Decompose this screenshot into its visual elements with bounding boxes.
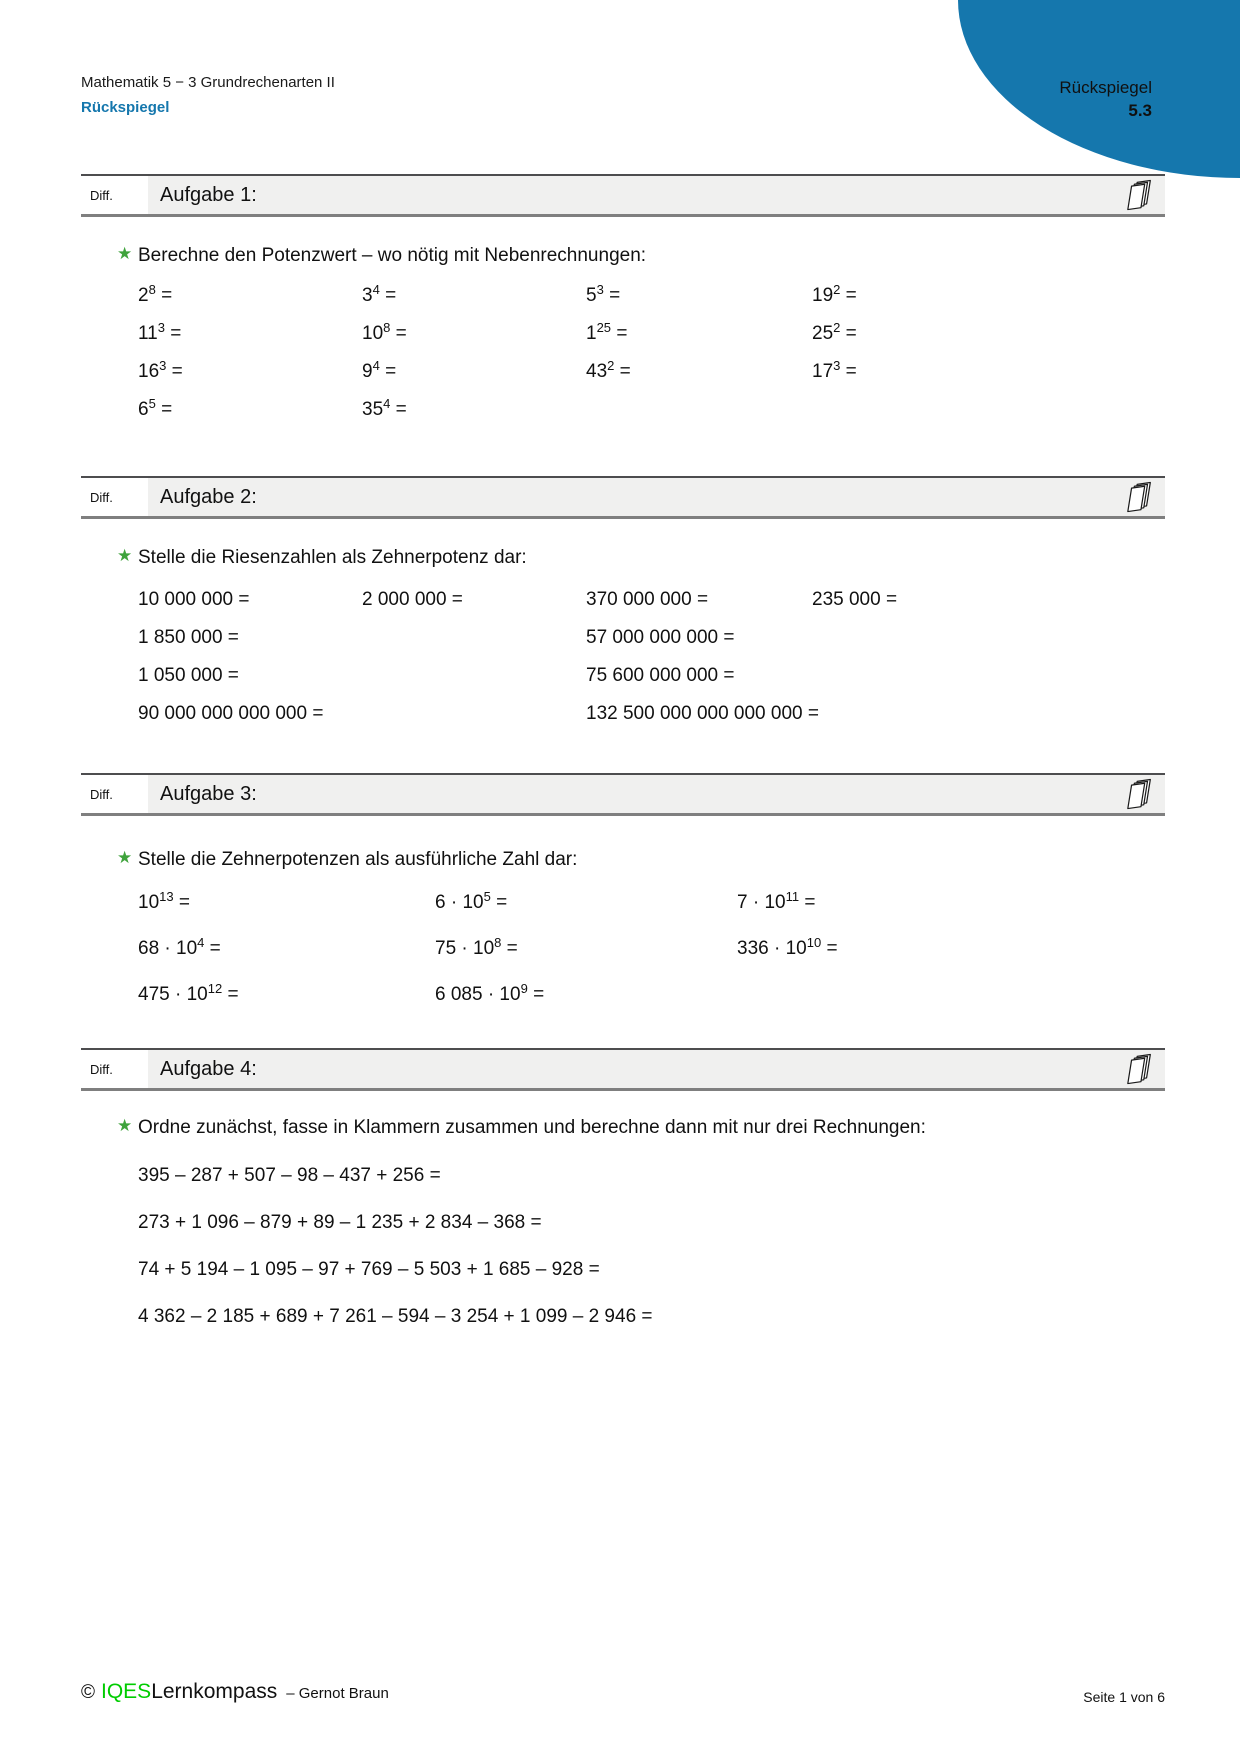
math-item: 1 050 000 = xyxy=(138,665,239,686)
math-item: $10^{13}$ = xyxy=(138,889,190,913)
task-instruction: Ordne zunächst, fasse in Klammern zusammen und berechne dann mit nur drei Rechnungen: xyxy=(138,1117,926,1138)
corner-tab-text xyxy=(1059,76,1152,122)
bar-bottom-rule xyxy=(81,516,1165,519)
math-item: $16^3$ = xyxy=(138,358,183,382)
diff-label: Diff. xyxy=(81,775,148,813)
task-header-bar xyxy=(81,775,1165,813)
pages-icon xyxy=(1125,179,1155,212)
task-title: Aufgabe 4: xyxy=(160,1057,257,1080)
course-title: Mathematik 5 − 3 Grundrechenarten II xyxy=(81,74,335,91)
page-number: Seite 1 von 6 xyxy=(1083,1689,1165,1705)
task-section-3 xyxy=(81,773,1165,1028)
math-item: $6 \cdot 10^5$ = xyxy=(435,889,508,913)
task-header-bar xyxy=(81,1050,1165,1088)
task-header-main xyxy=(148,176,1165,214)
task-section-4 xyxy=(81,1048,1165,1351)
math-item: $10^8$ = xyxy=(362,320,407,344)
star-icon: ★ xyxy=(117,546,133,565)
diff-label: Diff. xyxy=(81,1050,148,1088)
math-grid xyxy=(138,283,1165,435)
task-instruction-line xyxy=(81,1115,1165,1141)
task-header-bar xyxy=(81,176,1165,214)
math-item xyxy=(812,397,1165,435)
task-instruction: Berechne den Potenzwert – wo nötig mit Nebenrechnungen: xyxy=(138,245,647,266)
math-item: 132 500 000 000 000 000 = xyxy=(586,703,819,724)
math-item: $5^3$ = xyxy=(586,282,621,306)
author-name: – Gernot Braun xyxy=(286,1685,389,1702)
math-item xyxy=(586,397,812,435)
math-item: 75 600 000 000 = xyxy=(586,665,735,686)
pages-icon xyxy=(1125,778,1155,811)
task-title: Aufgabe 3: xyxy=(160,782,257,805)
task-section-2 xyxy=(81,476,1165,739)
math-item: 2 000 000 = xyxy=(362,589,463,610)
diff-label: Diff. xyxy=(81,176,148,214)
star-icon: ★ xyxy=(117,244,133,263)
math-item xyxy=(362,625,586,663)
math-item: $1^{25}$ = xyxy=(586,320,628,344)
math-grid xyxy=(138,890,1165,1028)
math-item: $3^4$ = xyxy=(362,282,397,306)
task-header-bar xyxy=(81,478,1165,516)
math-item xyxy=(362,663,586,701)
task-title: Aufgabe 1: xyxy=(160,183,257,206)
math-item: 1 850 000 = xyxy=(138,627,239,648)
corner-label: Rückspiegel xyxy=(1059,78,1152,97)
task-header-main xyxy=(148,478,1165,516)
star-icon: ★ xyxy=(117,848,133,867)
task-section-1 xyxy=(81,174,1165,435)
pages-icon xyxy=(1125,481,1155,514)
brand-lernkompass: Lernkompass xyxy=(151,1680,278,1703)
math-item: $6^5$ = xyxy=(138,396,173,420)
math-item: 235 000 = xyxy=(812,589,898,610)
bar-bottom-rule xyxy=(81,1088,1165,1091)
math-item: 74 + 5 194 – 1 095 – 97 + 769 – 5 503 + 1 685 – 928 = xyxy=(138,1259,600,1280)
brand-iqes: IQES xyxy=(101,1680,152,1703)
math-item: $9^4$ = xyxy=(362,358,397,382)
math-item: $17^3$ = xyxy=(812,358,857,382)
task-instruction-line xyxy=(81,545,1165,571)
math-item: 10 000 000 = xyxy=(138,589,250,610)
math-item: $475 \cdot 10^{12}$ = xyxy=(138,981,239,1005)
math-grid xyxy=(138,587,1165,739)
math-item: $25^2$ = xyxy=(812,320,857,344)
page-header xyxy=(81,70,335,120)
header-subtitle: Rückspiegel xyxy=(81,99,170,116)
math-item: 395 – 287 + 507 – 98 – 437 + 256 = xyxy=(138,1165,441,1186)
task-instruction-line xyxy=(81,243,1165,269)
math-grid xyxy=(138,1163,1165,1351)
task-instruction: Stelle die Riesenzahlen als Zehnerpotenz dar: xyxy=(138,547,527,568)
math-item: 57 000 000 000 = xyxy=(586,627,735,648)
footer-brand xyxy=(81,1680,389,1704)
star-icon: ★ xyxy=(117,1116,133,1135)
bar-bottom-rule xyxy=(81,813,1165,816)
task-instruction-line xyxy=(81,847,1165,873)
math-item: $19^2$ = xyxy=(812,282,857,306)
math-item xyxy=(812,625,1165,663)
task-header-main xyxy=(148,1050,1165,1088)
math-item: 6 $085 \cdot 10^9$ = xyxy=(435,981,545,1005)
math-item xyxy=(737,982,1165,1028)
corner-number: 5.3 xyxy=(1128,101,1152,120)
task-instruction: Stelle die Zehnerpotenzen als ausführliche Zahl dar: xyxy=(138,849,578,870)
math-item xyxy=(812,701,1165,739)
bar-bottom-rule xyxy=(81,214,1165,217)
diff-label: Diff. xyxy=(81,478,148,516)
math-item xyxy=(362,701,586,739)
math-item: 4 362 – 2 185 + 689 + 7 261 – 594 – 3 254 + 1 099 – 2 946 = xyxy=(138,1306,653,1327)
math-item: $68 \cdot 10^4$ = xyxy=(138,935,221,959)
math-item: 273 + 1 096 – 879 + 89 – 1 235 + 2 834 – 368 = xyxy=(138,1212,542,1233)
math-item: $336 \cdot 10^{10}$ = xyxy=(737,935,838,959)
math-item xyxy=(812,663,1165,701)
math-item: $11^3$ = xyxy=(138,320,182,344)
math-item: $2^8$ = xyxy=(138,282,173,306)
math-item: $7 \cdot 10^{11}$ = xyxy=(737,889,816,913)
math-item: $43^2$ = xyxy=(586,358,631,382)
task-title: Aufgabe 2: xyxy=(160,485,257,508)
pages-icon xyxy=(1125,1053,1155,1086)
copyright-symbol: © xyxy=(81,1682,95,1703)
math-item: 370 000 000 = xyxy=(586,589,709,610)
task-header-main xyxy=(148,775,1165,813)
math-item: $75 \cdot 10^8$ = xyxy=(435,935,518,959)
math-item: 90 000 000 000 000 = xyxy=(138,703,324,724)
math-item: $35^4$ = xyxy=(362,396,407,420)
